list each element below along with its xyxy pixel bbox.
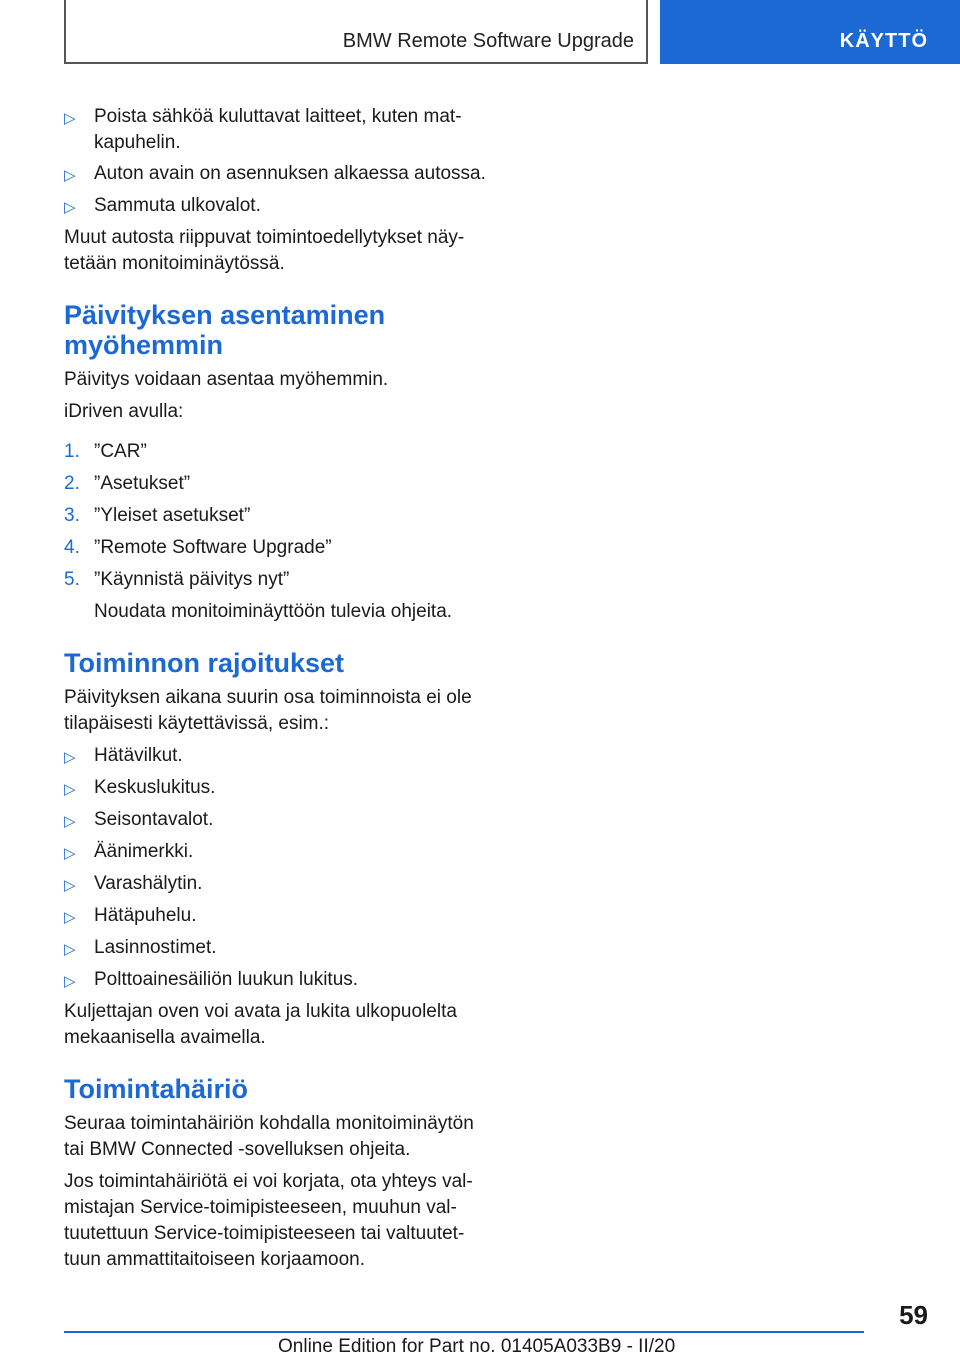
- paragraph-cont: tai BMW Connected -sovelluksen ohjeita.: [64, 1139, 411, 1160]
- header-title: BMW Remote Software Upgrade: [342, 30, 634, 52]
- list-item: Keskuslukitus.: [94, 777, 216, 798]
- triangle-right-outline-icon: ▷: [64, 813, 76, 830]
- paragraph-cont: tetään monitoiminäytössä.: [64, 253, 285, 274]
- paragraph: Muut autosta riippuvat toimintoedellytykset näy-: [64, 227, 465, 248]
- step-number: 4.: [64, 537, 80, 558]
- triangle-right-outline-icon: ▷: [64, 845, 76, 862]
- step-text: ”Yleiset asetukset”: [94, 505, 251, 526]
- triangle-right-outline-icon: ▷: [64, 941, 76, 958]
- step-note: Noudata monitoiminäyttöön tulevia ohjeita.: [94, 601, 453, 622]
- list-item: Auton avain on asennuksen alkaessa autossa.: [94, 163, 486, 184]
- step-text: ”Asetukset”: [94, 473, 191, 494]
- step-number: 5.: [64, 569, 80, 590]
- header-section-tab[interactable]: [660, 0, 960, 64]
- triangle-right-outline-icon: ▷: [64, 909, 76, 926]
- list-item-cont: kapuhelin.: [94, 132, 181, 153]
- step-text: ”CAR”: [94, 441, 147, 462]
- triangle-right-outline-icon: ▷: [64, 781, 76, 798]
- paragraph-cont: mekaanisella avaimella.: [64, 1027, 266, 1048]
- triangle-right-outline-icon: ▷: [64, 110, 76, 127]
- section-heading: Toimintahäiriö: [64, 1074, 249, 1104]
- list-item: Varashälytin.: [94, 873, 203, 894]
- paragraph: Jos toimintahäiriötä ei voi korjata, ota yhteys val-: [64, 1171, 473, 1192]
- footer-edition: Online Edition for Part no. 01405A033B9 - II/20: [278, 1336, 676, 1357]
- list-item: Äänimerkki.: [94, 841, 194, 862]
- section-heading: Toiminnon rajoitukset: [64, 648, 345, 678]
- paragraph: Päivitys voidaan asentaa myöhemmin.: [64, 369, 389, 390]
- paragraph-cont: tuutettuun Service-toimipisteeseen tai valtuutet-: [64, 1223, 465, 1244]
- triangle-right-outline-icon: ▷: [64, 973, 76, 990]
- paragraph-cont: mistajan Service-toimipisteeseen, muuhun val-: [64, 1197, 457, 1218]
- page-number: 59: [899, 1300, 928, 1330]
- list-item: Poista sähköä kuluttavat laitteet, kuten mat-: [94, 106, 462, 127]
- list-item: Sammuta ulkovalot.: [94, 195, 261, 216]
- paragraph: Päivityksen aikana suurin osa toiminnoista ei ole: [64, 687, 472, 708]
- header-box: [64, 0, 648, 64]
- list-item: Seisontavalot.: [94, 809, 214, 830]
- list-item: Hätäpuhelu.: [94, 905, 197, 926]
- list-item: Polttoainesäiliön luukun lukitus.: [94, 969, 359, 990]
- header-section-label: KÄYTTÖ: [839, 30, 928, 52]
- paragraph: iDriven avulla:: [64, 401, 184, 422]
- paragraph-cont: tuun ammattitaitoiseen korjaamoon.: [64, 1249, 365, 1270]
- list-item: Lasinnostimet.: [94, 937, 217, 958]
- triangle-right-outline-icon: ▷: [64, 749, 76, 766]
- paragraph: Kuljettajan oven voi avata ja lukita ulkopuolelta: [64, 1001, 457, 1022]
- paragraph: Seuraa toimintahäiriön kohdalla monitoiminäytön: [64, 1113, 474, 1134]
- step-number: 3.: [64, 505, 80, 526]
- footer-divider: [64, 1331, 864, 1333]
- paragraph-cont: tilapäisesti käytettävissä, esim.:: [64, 713, 330, 734]
- section-heading-cont: myöhemmin: [64, 330, 224, 360]
- step-text: ”Remote Software Upgrade”: [94, 537, 332, 558]
- list-item: Hätävilkut.: [94, 745, 183, 766]
- triangle-right-outline-icon: ▷: [64, 877, 76, 894]
- section-heading: Päivityksen asentaminen: [64, 300, 386, 330]
- step-number: 2.: [64, 473, 80, 494]
- step-number: 1.: [64, 441, 80, 462]
- triangle-right-outline-icon: ▷: [64, 199, 76, 216]
- step-text: ”Käynnistä päivitys nyt”: [94, 569, 290, 590]
- triangle-right-outline-icon: ▷: [64, 167, 76, 184]
